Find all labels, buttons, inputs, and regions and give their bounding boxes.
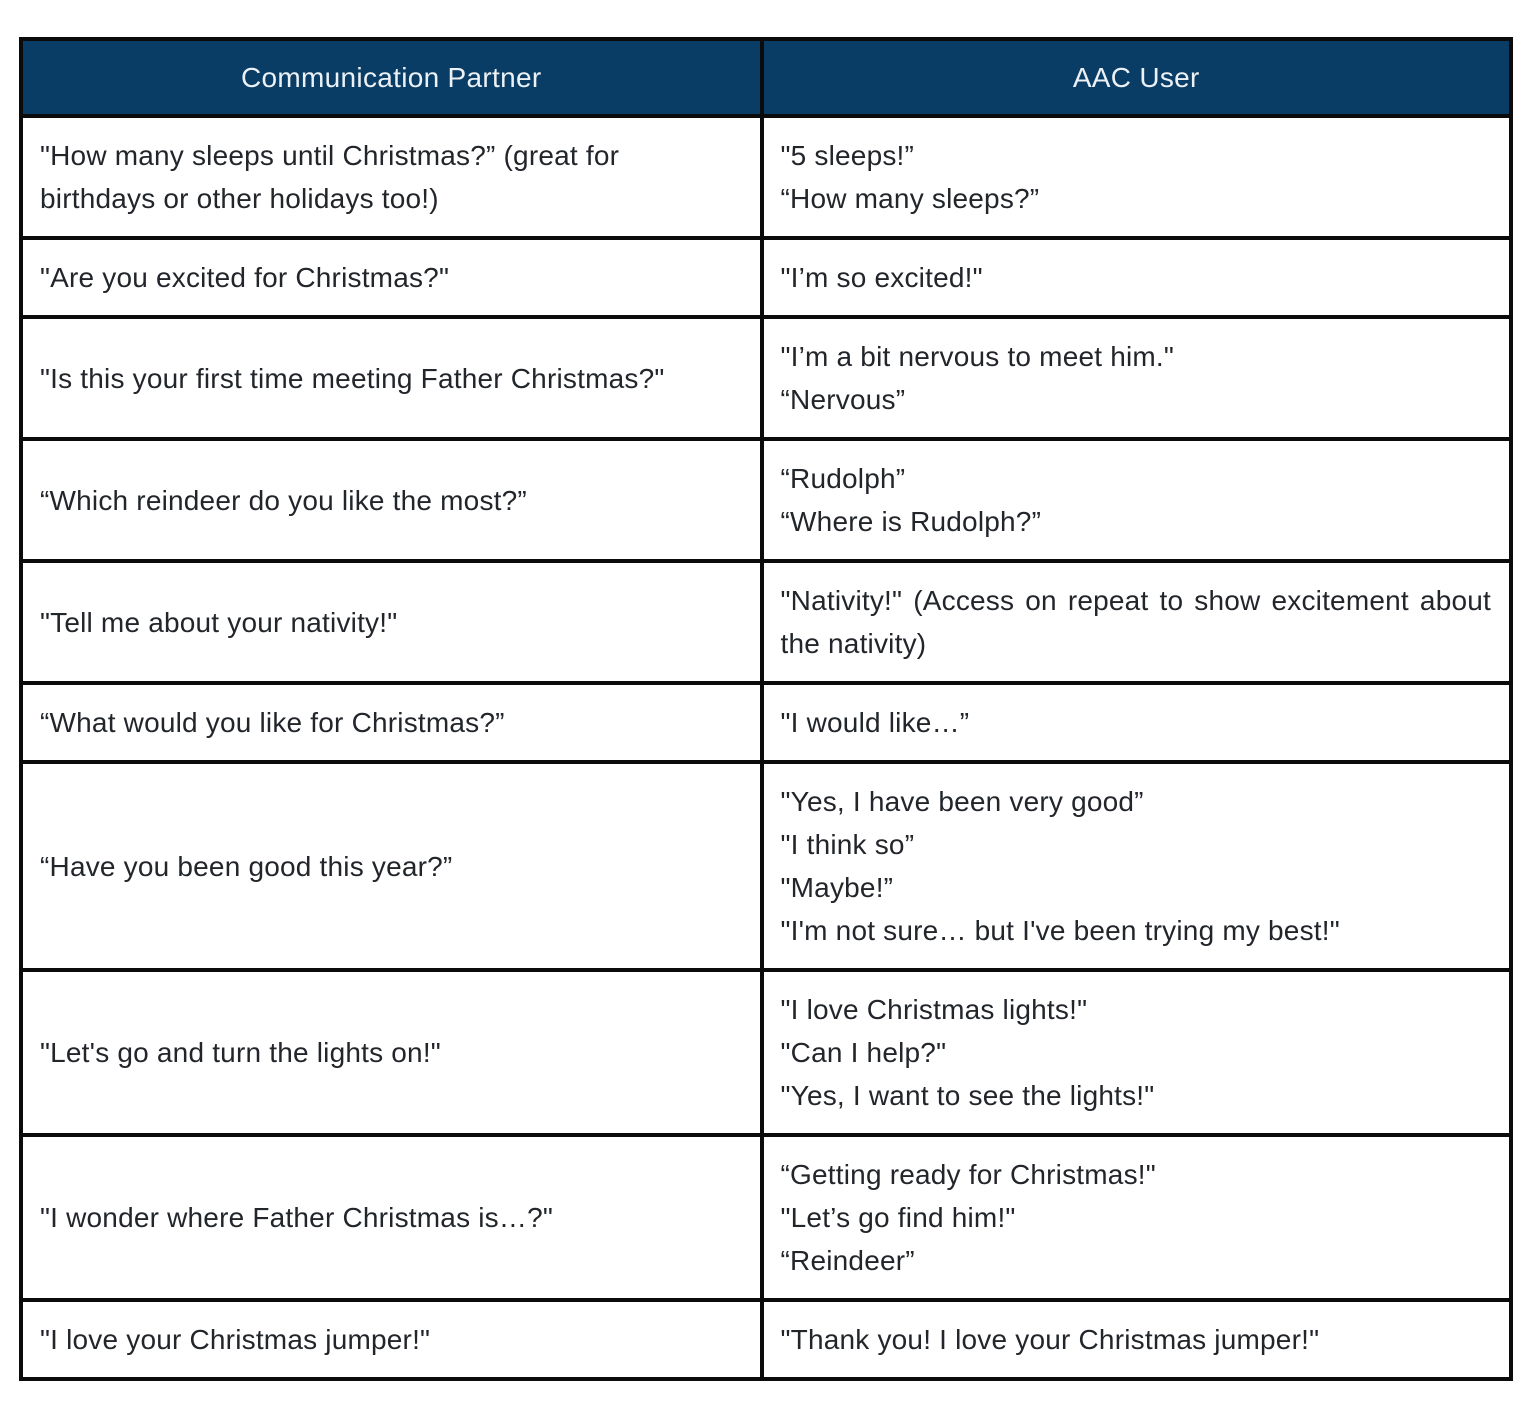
user-cell bbox=[762, 683, 1511, 762]
table-row bbox=[21, 970, 1511, 1135]
user-cell bbox=[762, 1300, 1511, 1379]
dialogue-line: "Let's go and turn the lights on!" bbox=[40, 1037, 441, 1068]
partner-cell bbox=[21, 238, 762, 317]
partner-cell bbox=[21, 970, 762, 1135]
user-cell bbox=[762, 1135, 1511, 1300]
dialogue-line: "I wonder where Father Christmas is…?" bbox=[40, 1202, 553, 1233]
partner-cell bbox=[21, 1300, 762, 1379]
dialogue-line: "Let’s go find him!" bbox=[780, 1202, 1016, 1233]
user-cell bbox=[762, 238, 1511, 317]
dialogue-line: “Have you been good this year?” bbox=[40, 850, 453, 882]
table-row bbox=[21, 561, 1511, 683]
user-cell bbox=[762, 439, 1511, 561]
table-row bbox=[21, 762, 1511, 970]
dialogue-line: "I think so” bbox=[780, 829, 915, 860]
dialogue-line: "Can I help?" bbox=[780, 1037, 947, 1068]
dialogue-line: "Yes, I want to see the lights!" bbox=[780, 1080, 1155, 1111]
dialogue-line: "I'm not sure… but I've been trying my best!" bbox=[780, 915, 1340, 946]
dialogue-line: "Maybe!” bbox=[780, 872, 894, 903]
partner-cell bbox=[21, 683, 762, 762]
dialogue-line: “Nervous” bbox=[780, 384, 906, 415]
table-row bbox=[21, 439, 1511, 561]
user-cell bbox=[762, 970, 1511, 1135]
header-communication-partner: Communication Partner bbox=[21, 39, 762, 116]
dialogue-line: "5 sleeps!” bbox=[780, 140, 915, 171]
dialogue-line: “Which reindeer do you like the most?” bbox=[40, 484, 527, 516]
partner-cell bbox=[21, 439, 762, 561]
aac-dialogue-table bbox=[19, 37, 1513, 1381]
table-row bbox=[21, 1300, 1511, 1379]
partner-cell bbox=[21, 317, 762, 439]
table-row bbox=[21, 683, 1511, 762]
table-row bbox=[21, 1135, 1511, 1300]
dialogue-line: "Yes, I have been very good” bbox=[780, 786, 1144, 817]
dialogue-line: “How many sleeps?” bbox=[780, 183, 1040, 214]
dialogue-line: "Is this your first time meeting Father Christmas?" bbox=[40, 362, 665, 394]
dialogue-line: "How many sleeps until Christmas?” (great for birthdays or other holidays too!) bbox=[40, 140, 620, 214]
dialogue-line: "I’m so excited!" bbox=[780, 262, 983, 293]
user-cell bbox=[762, 762, 1511, 970]
user-cell bbox=[762, 317, 1511, 439]
dialogue-line: "I love Christmas lights!" bbox=[780, 994, 1088, 1025]
dialogue-line: “Rudolph” bbox=[780, 463, 906, 494]
header-row bbox=[21, 39, 1511, 116]
dialogue-line: "Tell me about your nativity!" bbox=[40, 606, 398, 638]
table-body bbox=[21, 116, 1511, 1379]
user-cell bbox=[762, 116, 1511, 238]
dialogue-line: “Getting ready for Christmas!" bbox=[780, 1159, 1156, 1190]
partner-cell bbox=[21, 561, 762, 683]
dialogue-line: “Where is Rudolph?” bbox=[780, 506, 1042, 537]
table-row bbox=[21, 317, 1511, 439]
dialogue-line: "I love your Christmas jumper!" bbox=[40, 1324, 431, 1355]
user-cell bbox=[762, 561, 1511, 683]
dialogue-line: "Are you excited for Christmas?" bbox=[40, 262, 450, 293]
partner-cell bbox=[21, 116, 762, 238]
header-aac-user: AAC User bbox=[762, 39, 1511, 116]
table-row bbox=[21, 116, 1511, 238]
table-row bbox=[21, 238, 1511, 317]
dialogue-line: "Thank you! I love your Christmas jumper!" bbox=[780, 1324, 1320, 1355]
partner-cell bbox=[21, 762, 762, 970]
dialogue-line: "I’m a bit nervous to meet him." bbox=[780, 341, 1175, 372]
dialogue-line: “What would you like for Christmas?” bbox=[40, 707, 505, 738]
dialogue-line: "Nativity!" (Access on repeat to show excitement about the nativity) bbox=[780, 585, 1491, 659]
dialogue-line: “Reindeer” bbox=[780, 1245, 915, 1276]
dialogue-line: "I would like…” bbox=[780, 707, 970, 738]
table-header bbox=[21, 39, 1511, 116]
partner-cell bbox=[21, 1135, 762, 1300]
